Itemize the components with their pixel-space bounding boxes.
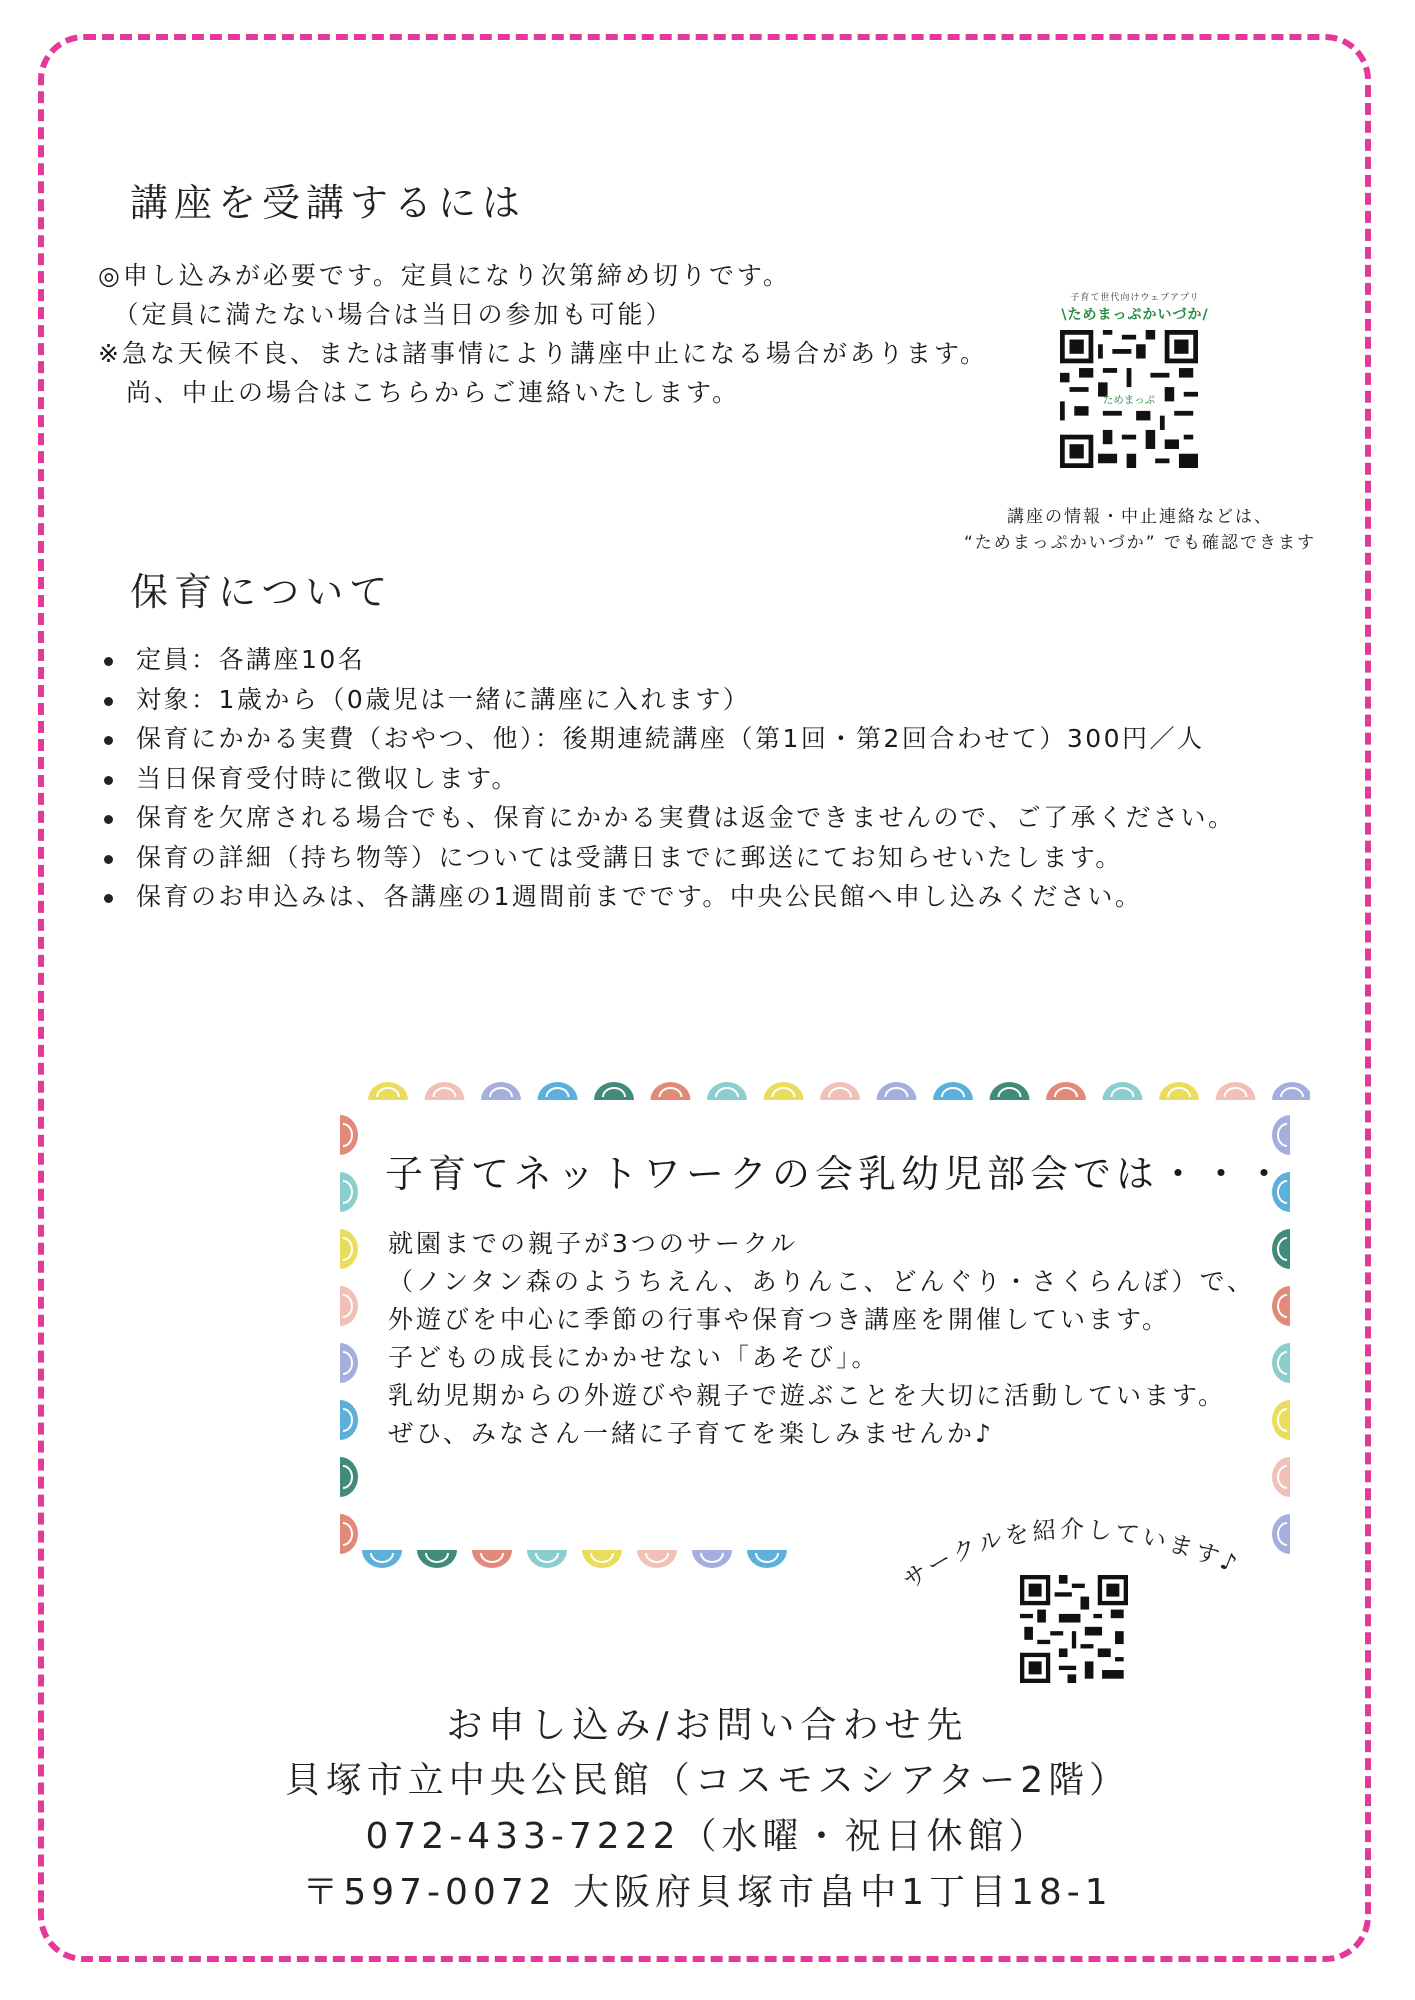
deco-shape: [340, 1115, 358, 1155]
deco-shape: [538, 1082, 578, 1100]
deco-shape: [1103, 1082, 1143, 1100]
qr-label: ためまっぷ: [1102, 393, 1156, 406]
circle-caption: サークルを紹介しています♪: [897, 1515, 1244, 1595]
list-item: 保育を欠席される場合でも、保育にかかる実費は返金できませんので、ご了承ください。: [100, 798, 1236, 838]
deco-row-top: [368, 1082, 1310, 1100]
network-description: [388, 1225, 1255, 1453]
contact-venue: 貝塚市立中央公民館（コスモスシアター2階）: [284, 1760, 1131, 1801]
app-tagline: 子育て世代向けウェブアプリ: [1070, 293, 1200, 303]
network-line: ぜひ、みなさん一緒に子育てを楽しみませんか♪: [388, 1419, 994, 1448]
deco-shape: [1272, 1286, 1290, 1326]
enroll-line: 尚、中止の場合はこちらからご連絡いたします。: [98, 378, 741, 407]
app-qr-code[interactable]: [1060, 330, 1198, 468]
deco-shape: [1272, 1229, 1290, 1269]
section-heading-childcare: 保育について: [130, 570, 394, 614]
contact-phone[interactable]: 072-433-7222（水曜・祝日休館）: [365, 1816, 1050, 1857]
enroll-line: （定員に満たない場合は当日の参加も可能）: [98, 300, 674, 329]
deco-shape: [340, 1400, 358, 1440]
deco-shape: [747, 1550, 787, 1568]
deco-shape: [820, 1082, 860, 1100]
network-line: 外遊びを中心に季節の行事や保育つき講座を開催しています。: [388, 1305, 1171, 1334]
deco-shape: [707, 1082, 747, 1100]
deco-shape: [340, 1229, 358, 1269]
list-item: 定員：各講座10名: [100, 640, 1236, 680]
deco-shape: [425, 1082, 465, 1100]
deco-shape: [417, 1550, 457, 1568]
list-item: 当日保育受付時に徴収します。: [100, 759, 1236, 799]
deco-shape: [1159, 1082, 1199, 1100]
deco-shape: [933, 1082, 973, 1100]
qr-icon: [1060, 330, 1198, 468]
deco-shape: [472, 1550, 512, 1568]
deco-shape: [1272, 1343, 1290, 1383]
deco-shape: [651, 1082, 691, 1100]
app-promo: [1035, 290, 1235, 470]
app-caption-line: “ためまっぷかいづか” でも確認できます: [963, 533, 1317, 553]
list-item: 保育のお申込みは、各講座の1週間前までです。中央公民館へ申し込みください。: [100, 877, 1236, 917]
enroll-notes: [98, 256, 988, 412]
deco-shape: [368, 1082, 408, 1100]
deco-shape: [340, 1514, 358, 1554]
network-title: 子育てネットワークの会乳幼児部会では・・・: [385, 1152, 1289, 1196]
deco-shape: [481, 1082, 521, 1100]
network-line: 就園までの親子が3つのサークル: [388, 1229, 799, 1258]
list-item: 対象：1歳から（0歳児は一緒に講座に入れます）: [100, 680, 1236, 720]
deco-shape: [1272, 1457, 1290, 1497]
deco-shape: [1272, 1400, 1290, 1440]
deco-shape: [764, 1082, 804, 1100]
enroll-line: ◎申し込みが必要です。定員になり次第締め切りです。: [98, 261, 791, 290]
app-caption-line: 講座の情報・中止連絡などは、: [1007, 507, 1273, 527]
deco-shape: [340, 1343, 358, 1383]
contact-heading: お申し込み/お問い合わせ先: [446, 1705, 969, 1746]
deco-shape: [1046, 1082, 1086, 1100]
deco-shape: [990, 1082, 1030, 1100]
deco-shape: [1216, 1082, 1256, 1100]
contact-address: 〒597-0072 大阪府貝塚市畠中1丁目18-1: [302, 1872, 1113, 1913]
deco-column-left: [340, 1115, 358, 1554]
qr-icon: [1020, 1575, 1128, 1683]
deco-shape: [1272, 1514, 1290, 1554]
childcare-list: [100, 640, 1236, 917]
network-line: 子どもの成長にかかせない「あそび」。: [388, 1343, 880, 1372]
app-caption: [930, 504, 1350, 556]
circle-qr-code[interactable]: [1020, 1575, 1128, 1683]
deco-shape: [362, 1550, 402, 1568]
deco-shape: [340, 1172, 358, 1212]
deco-shape: [582, 1550, 622, 1568]
app-name: \ためまっぷかいづか/: [1061, 307, 1209, 323]
deco-shape: [1272, 1082, 1310, 1100]
deco-row-bottom: [362, 1550, 787, 1568]
list-item: 保育にかかる実費（おやつ、他）：後期連続講座（第1回・第2回合わせて）300円／人: [100, 719, 1236, 759]
deco-shape: [692, 1550, 732, 1568]
network-line: （ノンタン森のようちえん、ありんこ、どんぐり・さくらんぼ）で、: [388, 1267, 1256, 1296]
deco-shape: [527, 1550, 567, 1568]
deco-shape: [637, 1550, 677, 1568]
network-line: 乳幼児期からの外遊びや親子で遊ぶことを大切に活動しています。: [388, 1381, 1227, 1410]
deco-shape: [877, 1082, 917, 1100]
deco-shape: [340, 1286, 358, 1326]
list-item: 保育の詳細（持ち物等）については受講日までに郵送にてお知らせいたします。: [100, 838, 1236, 878]
deco-shape: [594, 1082, 634, 1100]
section-heading-enroll: 講座を受講するには: [130, 181, 527, 225]
deco-shape: [340, 1457, 358, 1497]
enroll-line: ※急な天候不良、または諸事情により講座中止になる場合があります。: [98, 339, 988, 368]
